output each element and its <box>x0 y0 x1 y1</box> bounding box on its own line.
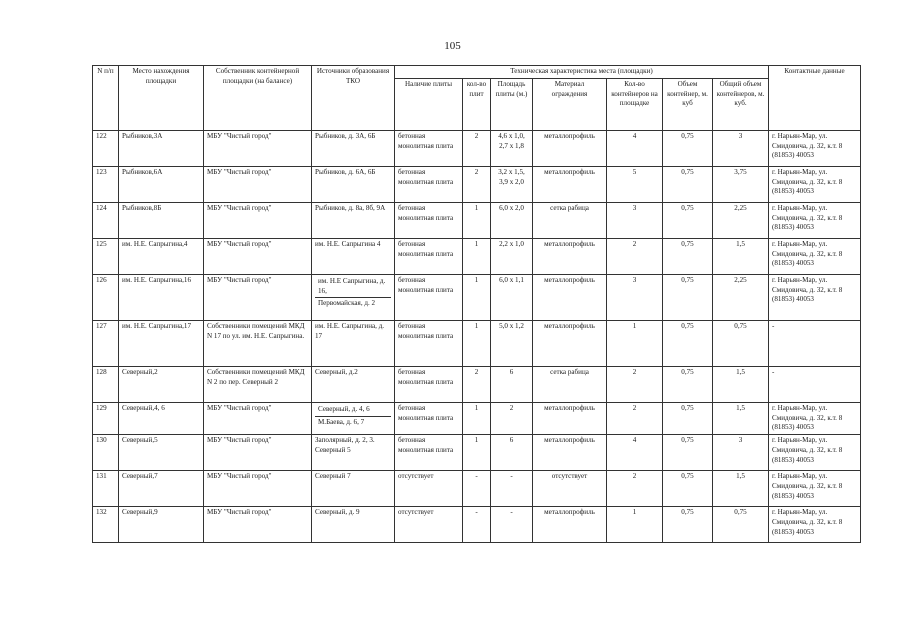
header-slab: Наличие плиты <box>395 78 463 130</box>
table-row <box>93 366 861 402</box>
row-fence: металлопрофиль <box>533 402 607 434</box>
row-total-volume: 1,5 <box>713 366 769 402</box>
row-sources <box>312 366 395 402</box>
row-sources <box>312 402 395 434</box>
row-slab: отсутствует <box>395 471 463 507</box>
row-total-volume: 1,5 <box>713 238 769 274</box>
header-volume: Объем контейнер, м. куб <box>663 78 713 130</box>
row-source-item: Северный, д. 9 <box>315 508 360 517</box>
row-slab: отсутствует <box>395 507 463 543</box>
table-row <box>93 435 861 471</box>
row-owner: МБУ "Чистый город" <box>204 202 312 238</box>
header-slab-count: кол-во плит <box>463 78 491 130</box>
row-owner: МБУ "Чистый город" <box>204 130 312 166</box>
row-location: Северный,7 <box>119 471 204 507</box>
row-number: 126 <box>93 274 119 320</box>
row-slab-area: 5,0 x 1,2 <box>491 320 533 366</box>
row-total-volume: 0,75 <box>713 507 769 543</box>
row-contacts: г. Нарьян-Мар, ул. Смидовича, д. 32, к.т. 8 (81853) 40053 <box>769 202 861 238</box>
row-number: 123 <box>93 166 119 202</box>
row-number: 130 <box>93 435 119 471</box>
row-sources <box>312 166 395 202</box>
row-source-item: Северный, д.2 <box>315 367 358 376</box>
row-slab-count: 2 <box>463 366 491 402</box>
row-source-item: Рыбников, д. 8а, 8б, 9А <box>315 203 386 212</box>
row-location: Северный,9 <box>119 507 204 543</box>
row-total-volume: 2,25 <box>713 202 769 238</box>
row-slab-count: 1 <box>463 202 491 238</box>
row-slab: бетонная монолитная плита <box>395 130 463 166</box>
row-slab-count: 1 <box>463 435 491 471</box>
row-slab-area: 6 <box>491 366 533 402</box>
row-total-volume: 2,25 <box>713 274 769 320</box>
row-number: 125 <box>93 238 119 274</box>
row-fence: металлопрофиль <box>533 274 607 320</box>
table-row <box>93 274 861 320</box>
row-volume: 0,75 <box>663 366 713 402</box>
row-location: Северный,5 <box>119 435 204 471</box>
row-volume: 0,75 <box>663 274 713 320</box>
row-owner: Собственники помещений МКД N 17 по ул. им. Н.Е. Сапрыгина. <box>204 320 312 366</box>
row-location: Рыбников,6А <box>119 166 204 202</box>
row-location: Рыбников,3А <box>119 130 204 166</box>
row-slab: бетонная монолитная плита <box>395 238 463 274</box>
row-total-volume: 1,5 <box>713 471 769 507</box>
row-source-item: Рыбников, д. 6А, 6Б <box>315 167 376 176</box>
header-sources: Источники образования ТКО <box>312 66 395 131</box>
table-row <box>93 130 861 166</box>
row-slab-area: 6,0 x 2,0 <box>491 202 533 238</box>
row-containers: 3 <box>607 274 663 320</box>
row-slab: бетонная монолитная плита <box>395 320 463 366</box>
row-location: им. Н.Е. Сапрыгина,16 <box>119 274 204 320</box>
row-location: Северный,4, 6 <box>119 402 204 434</box>
row-containers: 2 <box>607 366 663 402</box>
row-number: 131 <box>93 471 119 507</box>
row-contacts: - <box>769 320 861 366</box>
row-sources <box>312 202 395 238</box>
row-source-item: Рыбников, д. 3А, 6Б <box>315 131 376 140</box>
row-sources <box>312 238 395 274</box>
row-slab: бетонная монолитная плита <box>395 166 463 202</box>
row-fence: металлопрофиль <box>533 507 607 543</box>
row-location: Рыбников,8Б <box>119 202 204 238</box>
row-slab-count: - <box>463 507 491 543</box>
row-location: Северный,2 <box>119 366 204 402</box>
row-slab-area: 6 <box>491 435 533 471</box>
row-owner: МБУ "Чистый город" <box>204 238 312 274</box>
row-sources <box>312 507 395 543</box>
row-number: 127 <box>93 320 119 366</box>
row-number: 122 <box>93 130 119 166</box>
row-fence: сетка рабица <box>533 366 607 402</box>
row-volume: 0,75 <box>663 130 713 166</box>
row-sources <box>312 274 395 320</box>
row-source-item: им. Н.Е Сапрыгина, д. 16, <box>318 276 386 295</box>
row-sources <box>312 130 395 166</box>
header-num: N п/п <box>93 66 119 131</box>
row-volume: 0,75 <box>663 435 713 471</box>
header-fence: Материал ограждения <box>533 78 607 130</box>
row-slab-count: - <box>463 471 491 507</box>
table-row <box>93 471 861 507</box>
row-volume: 0,75 <box>663 166 713 202</box>
row-slab-count: 1 <box>463 238 491 274</box>
row-owner: МБУ "Чистый город" <box>204 166 312 202</box>
table-row <box>93 238 861 274</box>
table-header <box>93 66 861 131</box>
row-contacts: г. Нарьян-Мар, ул. Смидовича, д. 32, к.т. 8 (81853) 40053 <box>769 166 861 202</box>
row-source-item: М.Баева, д. 6, 7 <box>315 416 391 429</box>
row-contacts: г. Нарьян-Мар, ул. Смидовича, д. 32, к.т. 8 (81853) 40053 <box>769 435 861 471</box>
row-slab: бетонная монолитная плита <box>395 435 463 471</box>
header-containers: Кол-во контейнеров на площадке <box>607 78 663 130</box>
row-fence: металлопрофиль <box>533 166 607 202</box>
row-contacts: г. Нарьян-Мар, ул. Смидовича, д. 32, к.т. 8 (81853) 40053 <box>769 130 861 166</box>
table-row <box>93 202 861 238</box>
row-slab-area: 3,2 x 1,5, 3,9 x 2,0 <box>491 166 533 202</box>
row-contacts: г. Нарьян-Мар, ул. Смидовича, д. 32, к.т. 8 (81853) 40053 <box>769 238 861 274</box>
header-location: Место нахождения площадки <box>119 66 204 131</box>
row-fence: металлопрофиль <box>533 320 607 366</box>
row-total-volume: 1,5 <box>713 402 769 434</box>
page-number: 105 <box>444 40 461 52</box>
row-contacts: г. Нарьян-Мар, ул. Смидовича, д. 32, к.т. 8 (81853) 40053 <box>769 274 861 320</box>
row-number: 128 <box>93 366 119 402</box>
table-row <box>93 166 861 202</box>
row-fence: отсутствует <box>533 471 607 507</box>
table-row <box>93 320 861 366</box>
row-volume: 0,75 <box>663 202 713 238</box>
row-source-item: Заполярный, д. 2, 3. Северный 5 <box>315 436 375 454</box>
row-contacts: г. Нарьян-Мар, ул. Смидовича, д. 32, к.т. 8 (81853) 40053 <box>769 402 861 434</box>
row-containers: 4 <box>607 130 663 166</box>
row-slab-count: 1 <box>463 274 491 320</box>
row-owner: Собственники помещений МКД N 2 по пер. Северный 2 <box>204 366 312 402</box>
header-slab-area: Площадь плиты (м.) <box>491 78 533 130</box>
row-containers: 2 <box>607 402 663 434</box>
header-total-volume: Общий объем контейнеров, м. куб. <box>713 78 769 130</box>
row-containers: 1 <box>607 320 663 366</box>
row-containers: 5 <box>607 166 663 202</box>
row-location: им. Н.Е. Сапрыгина,4 <box>119 238 204 274</box>
row-containers: 1 <box>607 507 663 543</box>
row-total-volume: 3,75 <box>713 166 769 202</box>
row-contacts: г. Нарьян-Мар, ул. Смидовича, д. 32, к.т. 8 (81853) 40053 <box>769 507 861 543</box>
table-row <box>93 402 861 434</box>
row-owner: МБУ "Чистый город" <box>204 471 312 507</box>
row-slab-area: 6,0 x 1,1 <box>491 274 533 320</box>
row-containers: 2 <box>607 238 663 274</box>
row-sources <box>312 435 395 471</box>
row-slab: бетонная монолитная плита <box>395 366 463 402</box>
row-slab: бетонная монолитная плита <box>395 202 463 238</box>
row-volume: 0,75 <box>663 507 713 543</box>
row-total-volume: 3 <box>713 130 769 166</box>
row-containers: 2 <box>607 471 663 507</box>
row-slab-count: 2 <box>463 166 491 202</box>
row-volume: 0,75 <box>663 238 713 274</box>
row-slab-area: - <box>491 507 533 543</box>
row-sources <box>312 471 395 507</box>
row-slab-area: 2,2 x 1,0 <box>491 238 533 274</box>
row-sources <box>312 320 395 366</box>
row-slab: бетонная монолитная плита <box>395 274 463 320</box>
row-contacts: - <box>769 366 861 402</box>
row-slab-count: 1 <box>463 402 491 434</box>
row-source-item: им. Н.Е. Сапрыгина 4 <box>315 239 381 248</box>
header-tech: Техническая характеристика места (площадки) <box>395 66 769 79</box>
row-source-item: Первомайская, д. 2 <box>315 297 391 310</box>
row-owner: МБУ "Чистый город" <box>204 274 312 320</box>
row-slab: бетонная монолитная плита <box>395 402 463 434</box>
row-volume: 0,75 <box>663 471 713 507</box>
row-containers: 3 <box>607 202 663 238</box>
row-source-item: Северный 7 <box>315 472 351 481</box>
table-body <box>93 130 861 542</box>
row-slab-area: 4,6 x 1,0, 2,7 x 1,8 <box>491 130 533 166</box>
row-owner: МБУ "Чистый город" <box>204 507 312 543</box>
row-fence: металлопрофиль <box>533 130 607 166</box>
row-slab-count: 2 <box>463 130 491 166</box>
row-total-volume: 0,75 <box>713 320 769 366</box>
row-volume: 0,75 <box>663 402 713 434</box>
table-row <box>93 507 861 543</box>
row-fence: металлопрофиль <box>533 435 607 471</box>
row-number: 124 <box>93 202 119 238</box>
row-containers: 4 <box>607 435 663 471</box>
row-source-item: им. Н.Е. Сапрыгина, д. 17 <box>315 321 385 340</box>
row-fence: металлопрофиль <box>533 238 607 274</box>
row-slab-area: 2 <box>491 402 533 434</box>
row-number: 132 <box>93 507 119 543</box>
row-source-item: Северный, д. 4, 6 <box>318 404 370 413</box>
row-total-volume: 3 <box>713 435 769 471</box>
row-owner: МБУ "Чистый город" <box>204 435 312 471</box>
row-location: им. Н.Е. Сапрыгина,17 <box>119 320 204 366</box>
row-contacts: г. Нарьян-Мар, ул. Смидовича, д. 32, к.т. 8 (81853) 40053 <box>769 471 861 507</box>
row-slab-area: - <box>491 471 533 507</box>
container-sites-table <box>92 65 861 543</box>
row-owner: МБУ "Чистый город" <box>204 402 312 434</box>
row-fence: сетка рабица <box>533 202 607 238</box>
row-number: 129 <box>93 402 119 434</box>
row-slab-count: 1 <box>463 320 491 366</box>
row-volume: 0,75 <box>663 320 713 366</box>
header-contacts: Контактные данные <box>769 66 861 131</box>
header-owner: Собственник контейнерной площадки (на балансе) <box>204 66 312 131</box>
